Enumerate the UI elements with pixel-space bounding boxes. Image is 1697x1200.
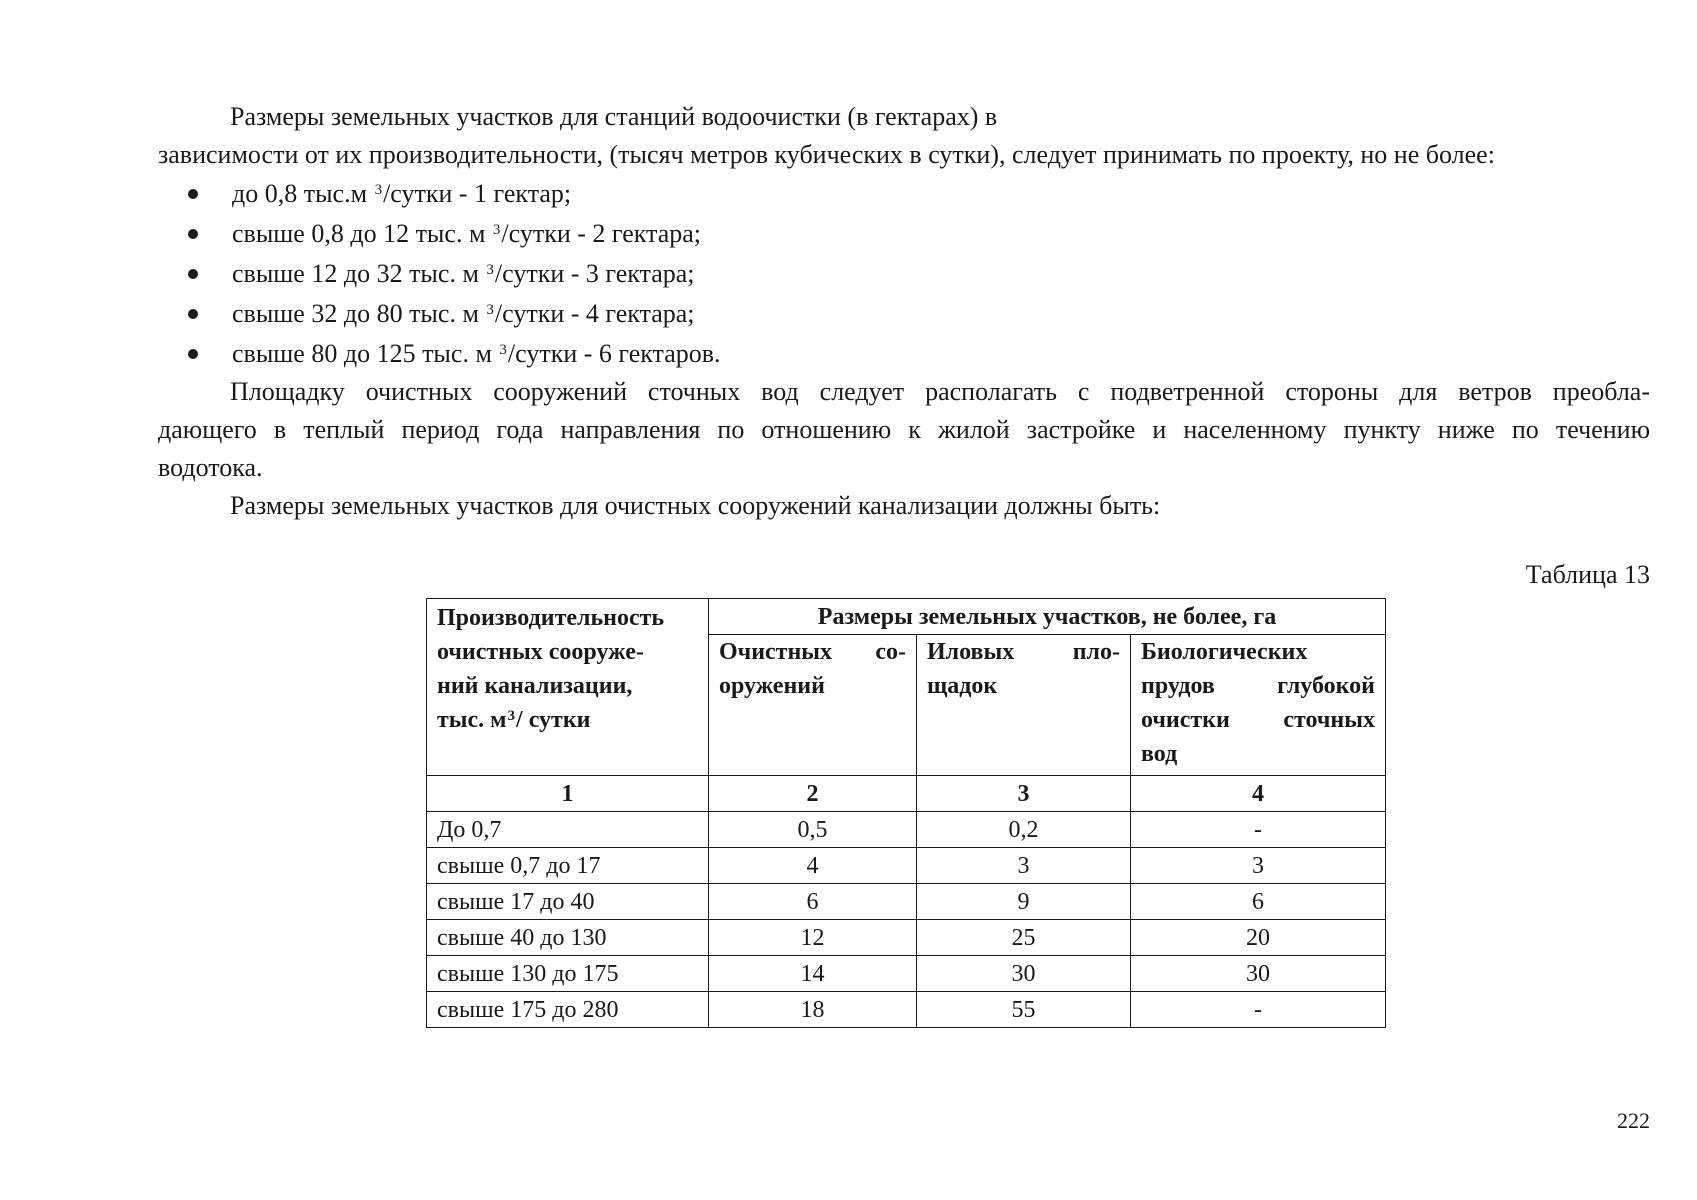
table-caption: Таблица 13 [1525,560,1650,589]
table-header-row [427,599,1386,635]
table-cell: 4 [709,848,917,884]
header-treatment-facilities: Очистных со- оружений [709,635,917,776]
table-cell: 9 [917,884,1131,920]
land-size-table [426,598,1386,1028]
table-row [427,992,1386,1028]
list-item: свыше 32 до 80 тыс. м $^3$/сутки - 4 гектара; [188,294,721,334]
table-cell: 30 [1131,956,1386,992]
table-cell: свыше 17 до 40 [427,884,709,920]
paragraph-site-location [158,373,1650,487]
table-cell: 0,5 [709,812,917,848]
intro-line-1: Размеры земельных участков для станций водоочистки (в гектарах) в [230,102,998,131]
bullet-icon [188,349,198,359]
paragraph-line: Площадку очистных сооружений сточных вод следует располагать с подветренной стороны для ветров преобла- [230,377,1650,406]
table-cell: 12 [709,920,917,956]
table-row [427,884,1386,920]
table-cell: 14 [709,956,917,992]
table-cell: - [1131,812,1386,848]
column-number: 3 [917,776,1131,812]
table-cell: 55 [917,992,1131,1028]
column-number: 2 [709,776,917,812]
table-cell: 20 [1131,920,1386,956]
header-capacity: Производительность очистных сооруже- ний канализации, тыс. $м^3/$ сутки [427,599,709,776]
table-cell: 3 [917,848,1131,884]
table-row [427,812,1386,848]
table-cell: свыше 175 до 280 [427,992,709,1028]
list-item: до 0,8 тыс.м $^3$/сутки - 1 гектар; [188,174,721,214]
table-cell: свыше 0,7 до 17 [427,848,709,884]
list-item: свыше 0,8 до 12 тыс. м $^3$/сутки - 2 гектара; [188,214,721,254]
bullet-icon [188,229,198,239]
bullet-icon [188,309,198,319]
table-cell: 30 [917,956,1131,992]
capacity-bullet-list [188,174,721,374]
paragraph-table-intro: Размеры земельных участков для очистных сооружений канализации должны быть: [230,491,1161,520]
table-cell: свыше 130 до 175 [427,956,709,992]
table-row [427,956,1386,992]
table-cell: До 0,7 [427,812,709,848]
table-cell: - [1131,992,1386,1028]
column-number: 1 [427,776,709,812]
bullet-icon [188,189,198,199]
table-cell: 0,2 [917,812,1131,848]
table-cell: 18 [709,992,917,1028]
table-cell: 6 [1131,884,1386,920]
header-bio-ponds: Биологических прудов глубокой очистки сточных вод [1131,635,1386,776]
table-row [427,848,1386,884]
paragraph-line: дающего в теплый период года направления по отношению к жилой застройке и населенному пункту ниже по течению [158,415,1650,444]
page-number: 222 [1617,1108,1650,1133]
table-cell: 3 [1131,848,1386,884]
table-cell: свыше 40 до 130 [427,920,709,956]
intro-line-2: зависимости от их производительности, (тысяч метров кубических в сутки), следует принимать по проекту, но не более: [158,140,1495,169]
list-item: свыше 12 до 32 тыс. м $^3$/сутки - 3 гектара; [188,254,721,294]
header-sludge-beds: Иловых пло- щадок [917,635,1131,776]
paragraph-line: водотока. [158,453,263,482]
table-cell: 6 [709,884,917,920]
header-land-sizes-group: Размеры земельных участков, не более, га [709,599,1386,635]
table-column-numbers-row [427,776,1386,812]
table-row [427,920,1386,956]
column-number: 4 [1131,776,1386,812]
list-item: свыше 80 до 125 тыс. м $^3$/сутки - 6 гектаров. [188,334,721,374]
bullet-icon [188,269,198,279]
table-cell: 25 [917,920,1131,956]
